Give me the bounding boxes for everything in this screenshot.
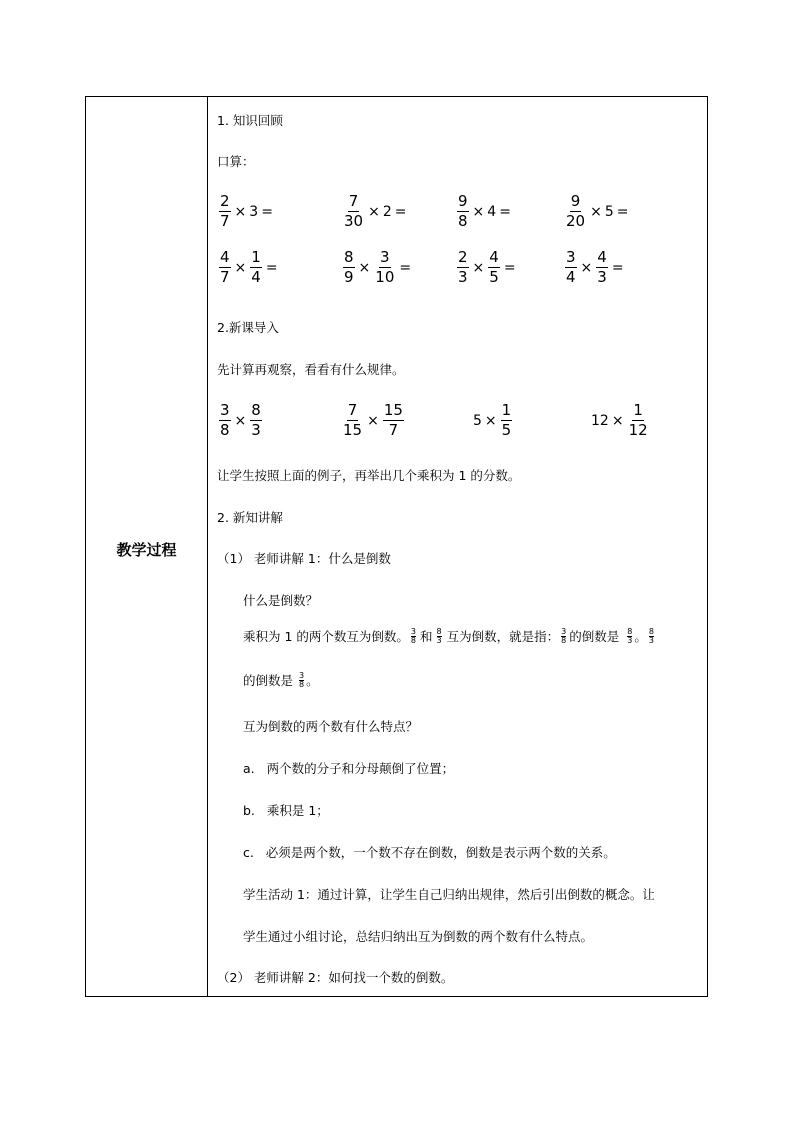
point-a: [243, 761, 454, 777]
numerator: 4: [220, 248, 230, 266]
fraction: [565, 249, 577, 286]
denominator: 9: [344, 268, 354, 286]
times-sign: ×: [358, 259, 371, 276]
denominator: 7: [220, 212, 230, 230]
fraction-8-3-c: $\frac{8}{3}$: [648, 626, 654, 645]
numerator: 7: [347, 401, 358, 419]
pattern-expr: [341, 402, 405, 439]
equals-sign: =: [499, 203, 511, 220]
explanation-title: 2. 新知讲解: [217, 510, 283, 525]
new-lesson-title: 2.新课导入: [217, 320, 279, 335]
fraction-3-8: $\frac{3}{8}$: [410, 626, 416, 645]
activity-line-2: 学生通过小组讨论，总结归纳出互为倒数的两个数有什么特点。: [243, 929, 594, 944]
times-sign: ×: [234, 259, 247, 276]
multiplier: 5: [604, 203, 614, 220]
denominator: 4: [251, 268, 261, 286]
equals-sign: =: [399, 259, 412, 276]
fraction: [501, 402, 513, 439]
times-sign: ×: [472, 203, 485, 220]
denominator: 8: [458, 212, 468, 230]
numerator: 2: [220, 192, 230, 210]
fraction: [250, 249, 262, 286]
integer: 5: [473, 412, 482, 429]
fraction-8-3: $\frac{8}{3}$: [436, 626, 442, 645]
fraction: [374, 249, 395, 286]
times-sign: ×: [611, 412, 624, 429]
activity-line-1: 学生活动 1：通过计算，让学生自己归纳出规律，然后引出倒数的概念。让: [243, 887, 655, 902]
point-b-text: 乘积是 1；: [266, 803, 329, 818]
definition-text-3: 的倒数是: [569, 629, 620, 644]
denominator: 30: [344, 212, 364, 230]
fraction: [383, 402, 404, 439]
numerator: 1: [633, 401, 643, 419]
point-c-text: 必须是两个数，一个数不存在倒数，倒数是表示两个数的关系。: [265, 845, 616, 860]
equals-sign: =: [261, 203, 273, 220]
fraction-3-8-c: $\frac{3}{8}$: [299, 670, 305, 689]
numerator: 8: [344, 248, 354, 266]
numerator: 4: [489, 248, 499, 266]
question-what-is-reciprocal: 什么是倒数？: [243, 593, 319, 608]
denominator: 3: [458, 268, 468, 286]
times-sign: ×: [234, 203, 247, 220]
period-2: 。: [306, 673, 319, 688]
fraction: [219, 249, 231, 286]
part2-title: （2） 老师讲解 2：如何找一个数的倒数。: [217, 970, 454, 985]
fraction: [488, 249, 500, 286]
fraction: [628, 402, 649, 439]
numerator: 2: [458, 248, 468, 266]
numerator: 3: [220, 401, 230, 419]
equals-sign: =: [616, 203, 629, 220]
fraction-3-8-b: $\frac{3}{8}$: [561, 626, 567, 645]
equals-sign: =: [394, 203, 407, 220]
numerator: 3: [380, 248, 390, 266]
numerator: 8: [251, 401, 261, 419]
new-lesson-task: 让学生按照上面的例子，再举出几个乘积为 1 的分数。: [217, 468, 521, 483]
denominator: 10: [375, 268, 395, 286]
conj-he: 和: [420, 629, 433, 644]
fraction: [565, 193, 586, 230]
denominator: 3: [251, 421, 261, 439]
point-a-mark: a.: [243, 761, 255, 776]
period: 。: [634, 629, 647, 644]
denominator: 7: [220, 268, 230, 286]
point-b: [243, 803, 329, 819]
denominator: 15: [343, 421, 363, 439]
definition-text-2: 互为倒数，就是指：: [446, 629, 560, 644]
fraction: [457, 193, 469, 230]
definition-text-4: 的倒数是: [243, 673, 294, 688]
numerator: 9: [458, 192, 468, 210]
pattern-expr: [218, 402, 263, 439]
oral-calc-expr: [342, 193, 409, 230]
fraction: [343, 193, 364, 230]
oral-calc-expr: [564, 249, 627, 286]
denominator: 20: [566, 212, 586, 230]
times-sign: ×: [580, 259, 593, 276]
times-sign: ×: [368, 203, 380, 220]
point-a-text: 两个数的分子和分母颠倒了位置；: [266, 761, 455, 776]
times-sign: ×: [484, 412, 497, 429]
equals-sign: =: [611, 259, 624, 276]
fraction: [219, 193, 231, 230]
denominator: 8: [220, 421, 230, 439]
review-title: 1. 知识回顾: [217, 113, 283, 128]
denominator: 4: [566, 268, 576, 286]
times-sign: ×: [367, 412, 379, 429]
oral-calc-expr: [564, 193, 631, 230]
point-c-mark: c.: [243, 845, 254, 860]
numerator: 1: [501, 401, 512, 419]
multiplier: 3: [249, 203, 259, 220]
times-sign: ×: [234, 412, 247, 429]
numerator: 9: [570, 192, 581, 210]
oral-calc-expr: [218, 193, 276, 230]
numerator: 3: [566, 248, 576, 266]
fraction: [219, 402, 231, 439]
equals-sign: =: [503, 259, 516, 276]
new-lesson-instruction: 先计算再观察，看看有什么规律。: [217, 362, 405, 377]
numerator: 15: [383, 401, 403, 419]
point-c: [243, 845, 616, 861]
definition-line-1: [243, 627, 656, 645]
pattern-expr: [591, 402, 650, 439]
numerator: 4: [597, 248, 607, 266]
part1-title: （1） 老师讲解 1：什么是倒数: [217, 551, 391, 566]
content-cell: [208, 97, 707, 996]
fraction: [343, 249, 355, 286]
oral-calc-expr: [342, 249, 414, 286]
numerator: 1: [251, 248, 261, 266]
lesson-table: [85, 96, 708, 997]
pattern-expr: [473, 402, 513, 439]
fraction: [457, 249, 469, 286]
oral-calc-expr: [456, 249, 519, 286]
equals-sign: =: [265, 259, 278, 276]
fraction: [250, 402, 262, 439]
denominator: 5: [501, 421, 512, 439]
fraction: [596, 249, 608, 286]
section-label: 教学过程: [116, 541, 177, 559]
denominator: 7: [388, 421, 399, 439]
question-features: 互为倒数的两个数有什么特点？: [243, 719, 419, 734]
denominator: 3: [597, 268, 607, 286]
definition-text-1: 乘积为 1 的两个数互为倒数。: [243, 629, 409, 644]
fraction: [342, 402, 363, 439]
times-sign: ×: [590, 203, 602, 220]
denominator: 5: [489, 268, 499, 286]
integer: 12: [591, 412, 609, 429]
oral-calc-expr: [456, 193, 514, 230]
oral-calc-label: 口算：: [217, 154, 255, 169]
definition-line-2: [243, 671, 319, 689]
times-sign: ×: [472, 259, 485, 276]
point-b-mark: b.: [243, 803, 255, 818]
fraction-8-3-b: $\frac{8}{3}$: [627, 626, 633, 645]
denominator: 12: [628, 421, 648, 439]
multiplier: 2: [382, 203, 392, 220]
multiplier: 4: [487, 203, 497, 220]
numerator: 7: [348, 192, 359, 210]
oral-calc-expr: [218, 249, 281, 286]
